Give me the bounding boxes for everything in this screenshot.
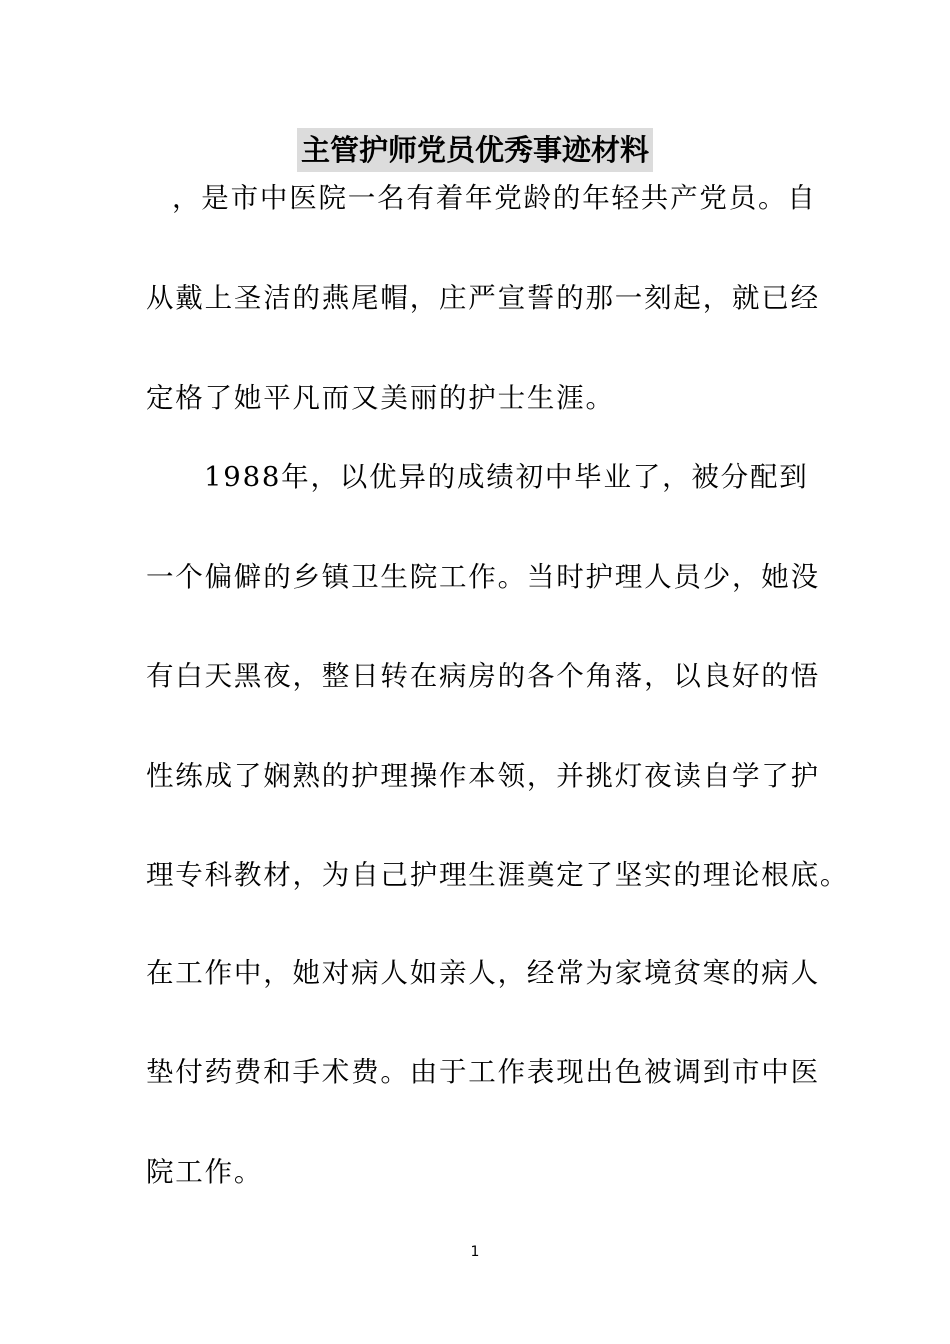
paragraph-1-line-1: ，是市中医院一名有着年党龄的年轻共产党员。自 (172, 182, 817, 214)
paragraph-2-line-5: 理专科教材，为自己护理生涯奠定了坚实的理论根底。 (146, 859, 850, 891)
page-number: 1 (470, 1244, 480, 1260)
document-title-wrap (0, 128, 950, 172)
paragraph-2-line-8: 院工作。 (146, 1156, 264, 1188)
document-title: 主管护师党员优秀事迹材料 (297, 128, 653, 172)
paragraph-2-line-7: 垫付药费和手术费。由于工作表现出色被调到市中医 (146, 1056, 820, 1088)
paragraph-2-line-3: 有白天黑夜，整日转在病房的各个角落，以良好的悟 (146, 660, 820, 692)
paragraph-1-line-2: 从戴上圣洁的燕尾帽，庄严宣誓的那一刻起，就已经 (146, 282, 820, 314)
paragraph-1-line-3: 定格了她平凡而又美丽的护士生涯。 (146, 382, 615, 414)
paragraph-2-line-2: 一个偏僻的乡镇卫生院工作。当时护理人员少，她没 (146, 561, 820, 593)
paragraph-2-line-4: 性练成了娴熟的护理操作本领，并挑灯夜读自学了护 (146, 760, 820, 792)
paragraph-2-line-1: 1988年，以优异的成绩初中毕业了，被分配到 (204, 461, 809, 493)
paragraph-2-line-6: 在工作中，她对病人如亲人，经常为家境贫寒的病人 (146, 957, 820, 989)
